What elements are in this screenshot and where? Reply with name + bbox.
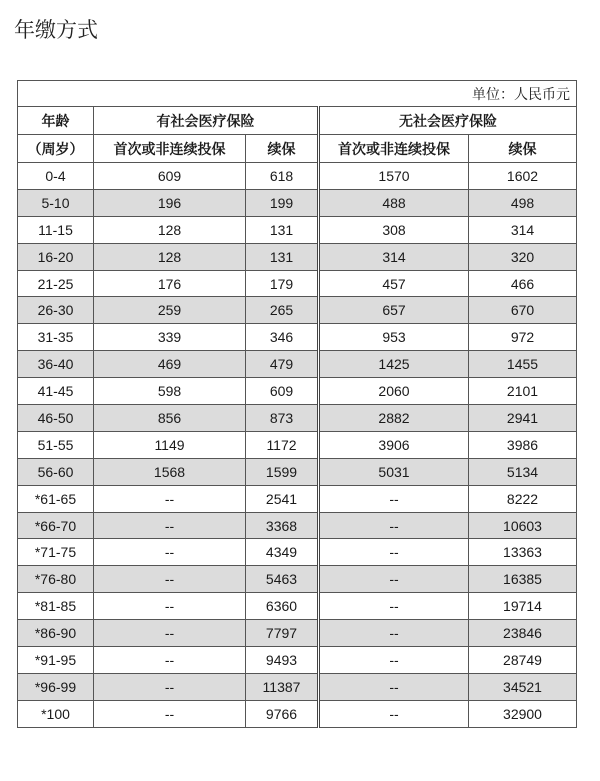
table-row bbox=[18, 620, 577, 647]
age-cell: *76-80 bbox=[18, 566, 94, 593]
with-first-cell: -- bbox=[94, 700, 246, 727]
with-renewal-cell: 1599 bbox=[246, 458, 319, 485]
age-cell: 51-55 bbox=[18, 431, 94, 458]
table-row bbox=[18, 243, 577, 270]
table-row bbox=[18, 431, 577, 458]
age-unit-header: （周岁） bbox=[18, 135, 94, 163]
without-first-cell: 5031 bbox=[319, 458, 469, 485]
table-row bbox=[18, 512, 577, 539]
without-first-cell: -- bbox=[319, 566, 469, 593]
with-renewal-cell: 479 bbox=[246, 351, 319, 378]
with-first-cell: 1149 bbox=[94, 431, 246, 458]
without-first-cell: -- bbox=[319, 539, 469, 566]
header-row-1 bbox=[18, 107, 577, 135]
without-renewal-cell: 498 bbox=[469, 189, 577, 216]
table-row bbox=[18, 700, 577, 727]
with-first-cell: -- bbox=[94, 620, 246, 647]
without-renewal-cell: 320 bbox=[469, 243, 577, 270]
without-first-cell: 1425 bbox=[319, 351, 469, 378]
with-renewal-cell: 618 bbox=[246, 163, 319, 190]
with-renewal-cell: 131 bbox=[246, 243, 319, 270]
age-cell: 31-35 bbox=[18, 324, 94, 351]
age-cell: 26-30 bbox=[18, 297, 94, 324]
table-row bbox=[18, 405, 577, 432]
age-cell: 41-45 bbox=[18, 378, 94, 405]
without-renewal-cell: 3986 bbox=[469, 431, 577, 458]
without-first-cell: -- bbox=[319, 673, 469, 700]
age-cell: *100 bbox=[18, 700, 94, 727]
with-renewal-cell: 265 bbox=[246, 297, 319, 324]
without-renewal-cell: 34521 bbox=[469, 673, 577, 700]
without-renewal-cell: 314 bbox=[469, 216, 577, 243]
without-renewal-cell: 23846 bbox=[469, 620, 577, 647]
table-row bbox=[18, 270, 577, 297]
age-cell: 16-20 bbox=[18, 243, 94, 270]
with-renewal-cell: 1172 bbox=[246, 431, 319, 458]
without-first-cell: 953 bbox=[319, 324, 469, 351]
without-first-cell: 2060 bbox=[319, 378, 469, 405]
age-cell: *61-65 bbox=[18, 485, 94, 512]
without-renewal-cell: 2101 bbox=[469, 378, 577, 405]
with-renewal-cell: 179 bbox=[246, 270, 319, 297]
first-or-noncontinuous-header-2: 首次或非连续投保 bbox=[319, 135, 469, 163]
age-cell: 5-10 bbox=[18, 189, 94, 216]
with-renewal-cell: 609 bbox=[246, 378, 319, 405]
age-cell: *96-99 bbox=[18, 673, 94, 700]
without-renewal-cell: 670 bbox=[469, 297, 577, 324]
with-first-cell: -- bbox=[94, 539, 246, 566]
without-renewal-cell: 1602 bbox=[469, 163, 577, 190]
with-first-cell: -- bbox=[94, 566, 246, 593]
with-renewal-cell: 199 bbox=[246, 189, 319, 216]
without-first-cell: -- bbox=[319, 485, 469, 512]
without-first-cell: -- bbox=[319, 512, 469, 539]
without-first-cell: -- bbox=[319, 620, 469, 647]
table-row bbox=[18, 189, 577, 216]
without-insurance-header: 无社会医疗保险 bbox=[319, 107, 577, 135]
first-or-noncontinuous-header: 首次或非连续投保 bbox=[94, 135, 246, 163]
with-first-cell: 128 bbox=[94, 216, 246, 243]
with-first-cell: 609 bbox=[94, 163, 246, 190]
with-first-cell: 259 bbox=[94, 297, 246, 324]
age-cell: 46-50 bbox=[18, 405, 94, 432]
age-cell: *81-85 bbox=[18, 593, 94, 620]
header-row-2 bbox=[18, 135, 577, 163]
without-first-cell: 488 bbox=[319, 189, 469, 216]
without-first-cell: -- bbox=[319, 647, 469, 674]
without-first-cell: 657 bbox=[319, 297, 469, 324]
premium-table-container bbox=[17, 80, 576, 728]
with-first-cell: -- bbox=[94, 512, 246, 539]
with-first-cell: 1568 bbox=[94, 458, 246, 485]
with-first-cell: -- bbox=[94, 647, 246, 674]
without-renewal-cell: 1455 bbox=[469, 351, 577, 378]
without-renewal-cell: 2941 bbox=[469, 405, 577, 432]
without-first-cell: -- bbox=[319, 593, 469, 620]
with-renewal-cell: 9493 bbox=[246, 647, 319, 674]
without-renewal-cell: 5134 bbox=[469, 458, 577, 485]
with-renewal-cell: 6360 bbox=[246, 593, 319, 620]
with-insurance-header: 有社会医疗保险 bbox=[94, 107, 319, 135]
renewal-header-2: 续保 bbox=[469, 135, 577, 163]
with-first-cell: 196 bbox=[94, 189, 246, 216]
without-first-cell: 3906 bbox=[319, 431, 469, 458]
with-first-cell: 176 bbox=[94, 270, 246, 297]
without-first-cell: 457 bbox=[319, 270, 469, 297]
age-cell: *86-90 bbox=[18, 620, 94, 647]
with-renewal-cell: 7797 bbox=[246, 620, 319, 647]
with-renewal-cell: 5463 bbox=[246, 566, 319, 593]
with-renewal-cell: 4349 bbox=[246, 539, 319, 566]
age-cell: *71-75 bbox=[18, 539, 94, 566]
without-renewal-cell: 10603 bbox=[469, 512, 577, 539]
unit-label: 单位：人民币元 bbox=[18, 81, 577, 107]
premium-table bbox=[17, 80, 577, 728]
without-first-cell: -- bbox=[319, 700, 469, 727]
with-first-cell: 856 bbox=[94, 405, 246, 432]
renewal-header: 续保 bbox=[246, 135, 319, 163]
age-cell: 0-4 bbox=[18, 163, 94, 190]
table-row bbox=[18, 216, 577, 243]
without-renewal-cell: 972 bbox=[469, 324, 577, 351]
table-row bbox=[18, 647, 577, 674]
with-first-cell: 339 bbox=[94, 324, 246, 351]
age-cell: 36-40 bbox=[18, 351, 94, 378]
without-renewal-cell: 8222 bbox=[469, 485, 577, 512]
without-renewal-cell: 13363 bbox=[469, 539, 577, 566]
table-row bbox=[18, 458, 577, 485]
without-renewal-cell: 32900 bbox=[469, 700, 577, 727]
unit-row bbox=[18, 81, 577, 107]
table-row bbox=[18, 163, 577, 190]
table-row bbox=[18, 539, 577, 566]
with-renewal-cell: 2541 bbox=[246, 485, 319, 512]
age-cell: *66-70 bbox=[18, 512, 94, 539]
with-renewal-cell: 873 bbox=[246, 405, 319, 432]
without-renewal-cell: 19714 bbox=[469, 593, 577, 620]
with-renewal-cell: 11387 bbox=[246, 673, 319, 700]
table-row bbox=[18, 351, 577, 378]
with-first-cell: 128 bbox=[94, 243, 246, 270]
age-cell: 56-60 bbox=[18, 458, 94, 485]
without-first-cell: 308 bbox=[319, 216, 469, 243]
with-first-cell: 469 bbox=[94, 351, 246, 378]
age-header: 年龄 bbox=[18, 107, 94, 135]
table-row bbox=[18, 593, 577, 620]
age-cell: 11-15 bbox=[18, 216, 94, 243]
with-renewal-cell: 9766 bbox=[246, 700, 319, 727]
with-first-cell: -- bbox=[94, 485, 246, 512]
with-first-cell: 598 bbox=[94, 378, 246, 405]
table-row bbox=[18, 297, 577, 324]
without-renewal-cell: 16385 bbox=[469, 566, 577, 593]
age-cell: 21-25 bbox=[18, 270, 94, 297]
age-cell: *91-95 bbox=[18, 647, 94, 674]
table-row bbox=[18, 566, 577, 593]
with-renewal-cell: 346 bbox=[246, 324, 319, 351]
table-row bbox=[18, 673, 577, 700]
without-first-cell: 2882 bbox=[319, 405, 469, 432]
with-renewal-cell: 3368 bbox=[246, 512, 319, 539]
table-row bbox=[18, 378, 577, 405]
with-renewal-cell: 131 bbox=[246, 216, 319, 243]
page-title: 年缴方式 bbox=[14, 18, 98, 42]
without-renewal-cell: 466 bbox=[469, 270, 577, 297]
without-first-cell: 1570 bbox=[319, 163, 469, 190]
with-first-cell: -- bbox=[94, 673, 246, 700]
with-first-cell: -- bbox=[94, 593, 246, 620]
without-first-cell: 314 bbox=[319, 243, 469, 270]
table-row bbox=[18, 324, 577, 351]
table-row bbox=[18, 485, 577, 512]
without-renewal-cell: 28749 bbox=[469, 647, 577, 674]
